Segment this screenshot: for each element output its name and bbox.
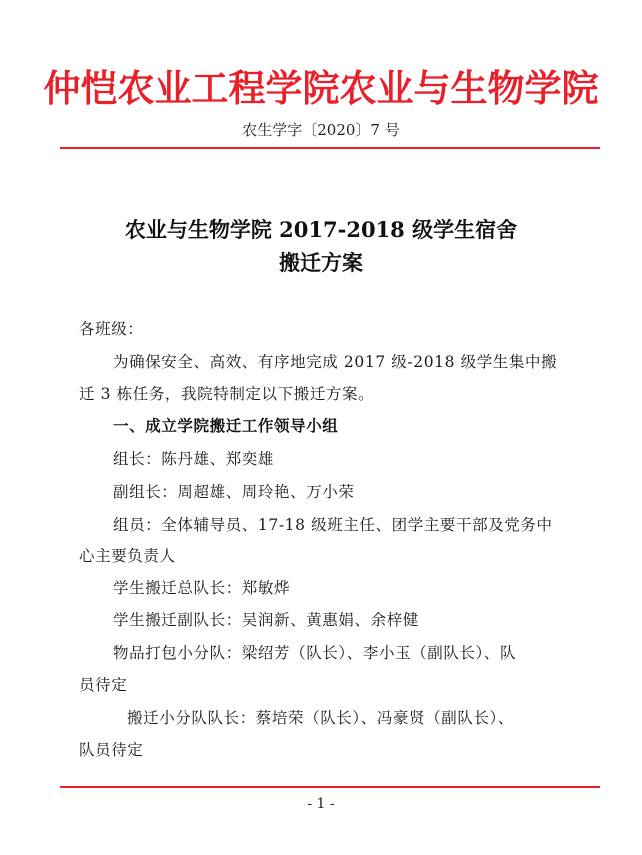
packing-team-line2: 员待定 xyxy=(79,676,128,694)
group-members-line1: 组员：全体辅导员、17-18 级班主任、团学主要干部及党务中 xyxy=(113,516,553,534)
intro-paragraph-line1: 为确保安全、高效、有序地完成 2017 级-2018 级学生集中搬 xyxy=(113,353,558,371)
header-divider xyxy=(60,147,600,149)
group-leader: 组长：陈丹雄、郑奕雄 xyxy=(113,450,275,468)
page-number: - 1 - xyxy=(307,796,335,812)
deputy-group-leader: 副组长：周超雄、周玲艳、万小荣 xyxy=(113,483,355,501)
intro-paragraph-line2: 迁 3 栋任务，我院特制定以下搬迁方案。 xyxy=(79,385,375,403)
moving-team-line1: 搬迁小分队队长：蔡培荣（队长）、冯豪贤（副队长）、 xyxy=(127,709,515,727)
footer-divider xyxy=(60,786,600,788)
team-captain: 学生搬迁总队长：郑敏烨 xyxy=(113,579,291,597)
document-title-line2: 搬迁方案 xyxy=(279,250,363,275)
organization-letterhead: 仲恺农业工程学院农业与生物学院 xyxy=(43,66,599,110)
document-number: 农生学字〔2020〕7 号 xyxy=(242,121,400,139)
group-members-line2: 心主要负责人 xyxy=(79,547,176,565)
moving-team-line2: 队员待定 xyxy=(79,741,144,759)
salutation: 各班级： xyxy=(79,320,144,338)
document-title-line1: 农业与生物学院 2017-2018 级学生宿舍 xyxy=(124,217,518,242)
section-heading-1: 一、成立学院搬迁工作领导小组 xyxy=(113,416,339,435)
packing-team-line1: 物品打包小分队：梁绍芳（队长）、李小玉（副队长）、队 xyxy=(113,644,517,662)
team-vice-captains: 学生搬迁副队长：吴润新、黄惠娟、余梓健 xyxy=(113,611,419,629)
